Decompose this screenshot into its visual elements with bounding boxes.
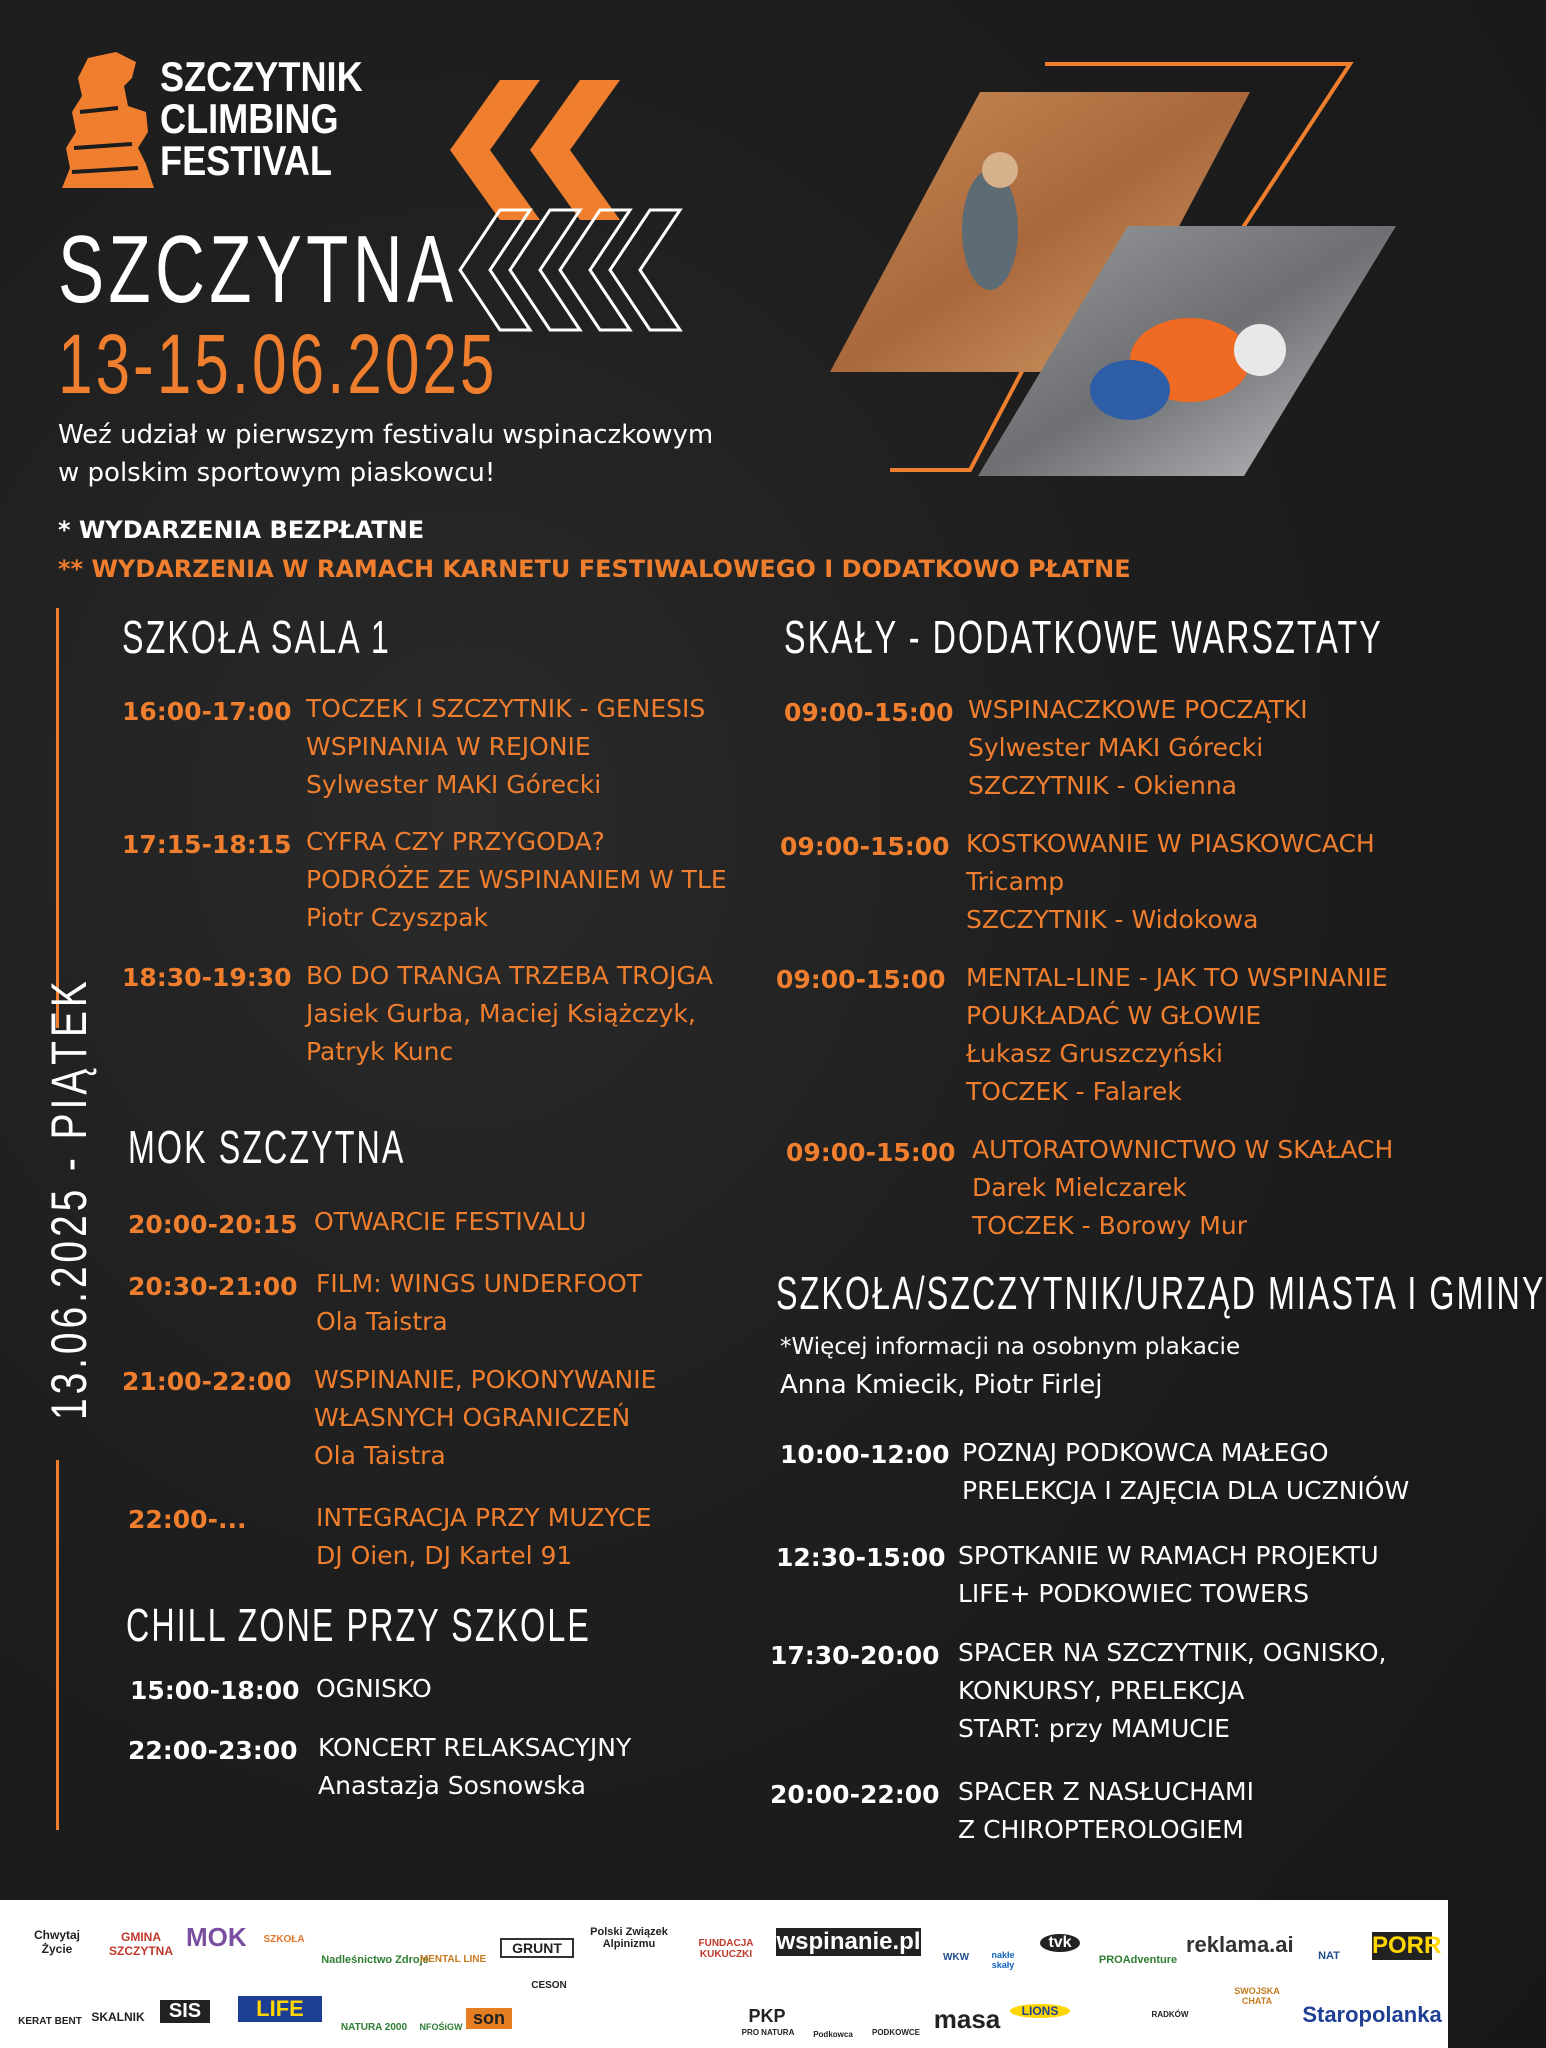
event-time: 22:00-...	[128, 1505, 247, 1534]
event-details	[306, 823, 727, 937]
sponsor-logo: Chwytaj Życie	[33, 1928, 80, 1956]
event-line: POUKŁADAĆ W GŁOWIE	[966, 1001, 1262, 1030]
day-label: 13.06.2025 - PIĄTEK	[41, 977, 97, 1420]
sponsor-logo: PRO NATURA	[741, 2028, 795, 2037]
event-line: CYFRA CZY PRZYGODA?	[306, 827, 605, 856]
section-title-urzad: SZKOŁA/SZCZYTNIK/URZĄD MIASTA I GMINY	[776, 1267, 1546, 1319]
event-time: 18:30-19:30	[122, 963, 292, 992]
event-line: TOCZEK - Borowy Mur	[972, 1211, 1247, 1240]
logo-line-2: CLIMBING	[160, 95, 339, 142]
sponsor-logo: NATURA 2000	[340, 2022, 408, 2033]
event-time: 21:00-22:00	[122, 1367, 292, 1396]
event-line: SPACER NA SZCZYTNIK, OGNISKO,	[958, 1638, 1387, 1667]
event-details	[968, 691, 1308, 805]
event-line: MENTAL-LINE - JAK TO WSPINANIE	[966, 963, 1388, 992]
event-time: 20:00-22:00	[770, 1780, 940, 1809]
event-details	[316, 1265, 642, 1341]
event-line: SPOTKANIE W RAMACH PROJEKTU	[958, 1541, 1379, 1570]
timeline-line-top	[56, 608, 59, 1028]
event-line: AUTORATOWNICTWO W SKAŁACH	[972, 1135, 1394, 1164]
sponsor-logo: NFOŚiGW	[419, 2022, 463, 2032]
event-details	[314, 1203, 586, 1241]
sponsor-logo: MOK	[186, 1922, 247, 1952]
sponsor-logo: masa	[933, 2004, 1001, 2034]
event-line: POZNAJ PODKOWCA MAŁEGO	[962, 1438, 1329, 1467]
sponsor-logo: PODKOWCE	[872, 2028, 920, 2037]
event-line: Sylwester MAKI Górecki	[306, 770, 602, 799]
climbing-photos	[830, 60, 1390, 480]
event-details	[962, 1434, 1409, 1510]
section-title-skaly: SKAŁY - DODATKOWE WARSZTATY	[784, 611, 1383, 663]
event-line: KONCERT RELAKSACYJNY	[318, 1733, 632, 1762]
event-line: WSPINANIE, POKONYWANIE	[314, 1365, 657, 1394]
intro-line-1: Weź udział w pierwszym festivalu wspinaczkowym	[58, 420, 714, 450]
event-details	[318, 1729, 631, 1805]
event-line: KOSTKOWANIE W PIASKOWCACH	[966, 829, 1375, 858]
event-details	[314, 1361, 656, 1475]
event-line: WŁASNYCH OGRANICZEŃ	[314, 1403, 631, 1432]
event-time: 16:00-17:00	[122, 697, 292, 726]
event-time: 09:00-15:00	[780, 832, 950, 861]
event-line: SPACER Z NASŁUCHAMI	[958, 1777, 1254, 1806]
event-details	[958, 1537, 1379, 1613]
event-line: TOCZEK - Falarek	[966, 1077, 1182, 1106]
festival-dates: 13-15.06.2025	[58, 317, 498, 411]
sponsor-logo: GMINA SZCZYTNA	[109, 1930, 173, 1958]
event-details	[306, 690, 705, 804]
section-title-mok: MOK SZCZYTNA	[128, 1121, 406, 1173]
event-time: 15:00-18:00	[130, 1676, 300, 1705]
event-line: PODRÓŻE ZE WSPINANIEM W TLE	[306, 865, 727, 894]
note-free-events: * WYDARZENIA BEZPŁATNE	[58, 516, 425, 544]
sponsor-logo: SKALNIK	[91, 2010, 145, 2024]
event-time: 09:00-15:00	[786, 1138, 956, 1167]
event-line: OTWARCIE FESTIVALU	[314, 1207, 587, 1236]
sponsor-logo: RADKÓW	[1151, 2010, 1189, 2019]
sponsor-logo: Podkowca	[813, 2030, 853, 2039]
event-line: FILM: WINGS UNDERFOOT	[316, 1269, 643, 1298]
sponsor-logo: tvk	[1040, 1934, 1080, 1952]
event-line: Ola Taistra	[314, 1441, 446, 1470]
event-details	[958, 1634, 1386, 1748]
festival-logo	[58, 52, 158, 188]
event-line: PRELEKCJA I ZAJĘCIA DLA UCZNIÓW	[962, 1476, 1410, 1505]
event-line: DJ Oien, DJ Kartel 91	[316, 1541, 573, 1570]
sponsor-logo: nakłe skały	[991, 1950, 1015, 1970]
event-details	[972, 1131, 1393, 1245]
event-line: Patryk Kunc	[306, 1037, 454, 1066]
city-title: SZCZYTNA	[58, 216, 458, 323]
event-line: Jasiek Gurba, Maciej Książczyk,	[306, 999, 696, 1028]
event-line: Ola Taistra	[316, 1307, 448, 1336]
event-time: 22:00-23:00	[128, 1736, 298, 1765]
logo-line-3: FESTIVAL	[160, 137, 332, 184]
section-title-chill: CHILL ZONE PRZY SZKOLE	[126, 1599, 591, 1651]
event-line: Sylwester MAKI Górecki	[968, 733, 1264, 762]
section-title-szkola: SZKOŁA SALA 1	[122, 611, 391, 663]
event-line: BO DO TRANGA TRZEBA TROJGA	[306, 961, 713, 990]
sponsor-logo: LIFE	[238, 1996, 322, 2022]
sponsor-logo: KERAT BENT	[18, 2016, 82, 2027]
event-line: START: przy MAMUCIE	[958, 1714, 1230, 1743]
event-details	[966, 825, 1375, 939]
intro-line-2: w polskim sportowym piaskowcu!	[58, 458, 496, 488]
event-line: OGNISKO	[316, 1674, 432, 1703]
event-details	[316, 1670, 432, 1708]
sponsor-logo: WKW	[942, 1952, 970, 1963]
event-time: 10:00-12:00	[780, 1440, 950, 1469]
logo-line-1: SZCZYTNIK	[160, 53, 363, 100]
sponsor-logo: wspinanie.pl	[776, 1928, 921, 1955]
info-note: *Więcej informacji na osobnym plakacie	[780, 1334, 1241, 1360]
event-details	[966, 959, 1388, 1111]
event-line: TOCZEK I SZCZYTNIK - GENESIS	[306, 694, 706, 723]
sponsor-logo: PROAdventure	[1098, 1954, 1178, 1966]
sponsor-logo: son	[466, 2008, 512, 2029]
event-time: 17:30-20:00	[770, 1641, 940, 1670]
event-time: 09:00-15:00	[784, 698, 954, 727]
event-details	[306, 957, 713, 1071]
event-time: 09:00-15:00	[776, 965, 946, 994]
event-details	[316, 1499, 651, 1575]
event-line: KONKURSY, PRELEKCJA	[958, 1676, 1245, 1705]
sponsor-logo: Nadleśnictwo Zdroje	[321, 1954, 429, 1966]
event-time: 12:30-15:00	[776, 1543, 946, 1572]
event-line: WSPINACZKOWE POCZĄTKI	[968, 695, 1308, 724]
event-line: Anastazja Sosnowska	[318, 1771, 586, 1800]
sponsor-logo: MENTAL LINE	[419, 1954, 487, 1965]
timeline-line-bottom	[56, 1460, 59, 1830]
sponsor-logo: PKP	[748, 2006, 786, 2026]
sponsor-logo: GRUNT	[500, 1938, 574, 1958]
event-time: 17:15-18:15	[122, 830, 292, 859]
event-line: LIFE+ PODKOWIEC TOWERS	[958, 1579, 1310, 1608]
event-line: Z CHIROPTEROLOGIEM	[958, 1815, 1244, 1844]
sponsor-logo: SZKOŁA	[263, 1934, 305, 1945]
sponsor-logo: Staropolanka	[1302, 2002, 1442, 2027]
event-time: 20:00-20:15	[128, 1210, 298, 1239]
note-paid-events: ** WYDARZENIA W RAMACH KARNETU FESTIWALOWEGO I DODATKOWO PŁATNE	[58, 555, 1131, 583]
event-line: SZCZYTNIK - Widokowa	[966, 905, 1259, 934]
event-time: 20:30-21:00	[128, 1272, 298, 1301]
organizers: Anna Kmiecik, Piotr Firlej	[780, 1370, 1103, 1400]
sponsor-logo: CESON	[531, 1980, 567, 1991]
event-line: Darek Mielczarek	[972, 1173, 1187, 1202]
sponsor-logo: LIONS	[1010, 2004, 1070, 2018]
sponsor-logo: SIS	[160, 2000, 210, 2023]
event-line: Tricamp	[966, 867, 1065, 896]
sponsor-logo: SWOJSKA CHATA	[1234, 1986, 1280, 2006]
sponsor-logo: NAT	[1318, 1950, 1340, 1962]
sponsor-logo: Polski Związek Alpinizmu	[590, 1926, 668, 1950]
event-line: WSPINANIA W REJONIE	[306, 732, 591, 761]
intro-text	[58, 416, 713, 492]
sponsor-logo: reklama.ai	[1186, 1932, 1294, 1957]
logo-text	[160, 53, 396, 184]
rock-logo-icon	[58, 52, 158, 188]
arrows-decoration	[440, 70, 670, 350]
sponsor-logo: FUNDACJA KUKUCZKI	[698, 1938, 754, 1960]
event-line: Łukasz Gruszczyński	[966, 1039, 1223, 1068]
event-line: Piotr Czyszpak	[306, 903, 488, 932]
sponsor-bar	[0, 1900, 1448, 2048]
event-details	[958, 1773, 1254, 1849]
sponsor-logo: PORR	[1372, 1932, 1442, 1959]
event-line: SZCZYTNIK - Okienna	[968, 771, 1237, 800]
event-line: INTEGRACJA PRZY MUZYCE	[316, 1503, 652, 1532]
